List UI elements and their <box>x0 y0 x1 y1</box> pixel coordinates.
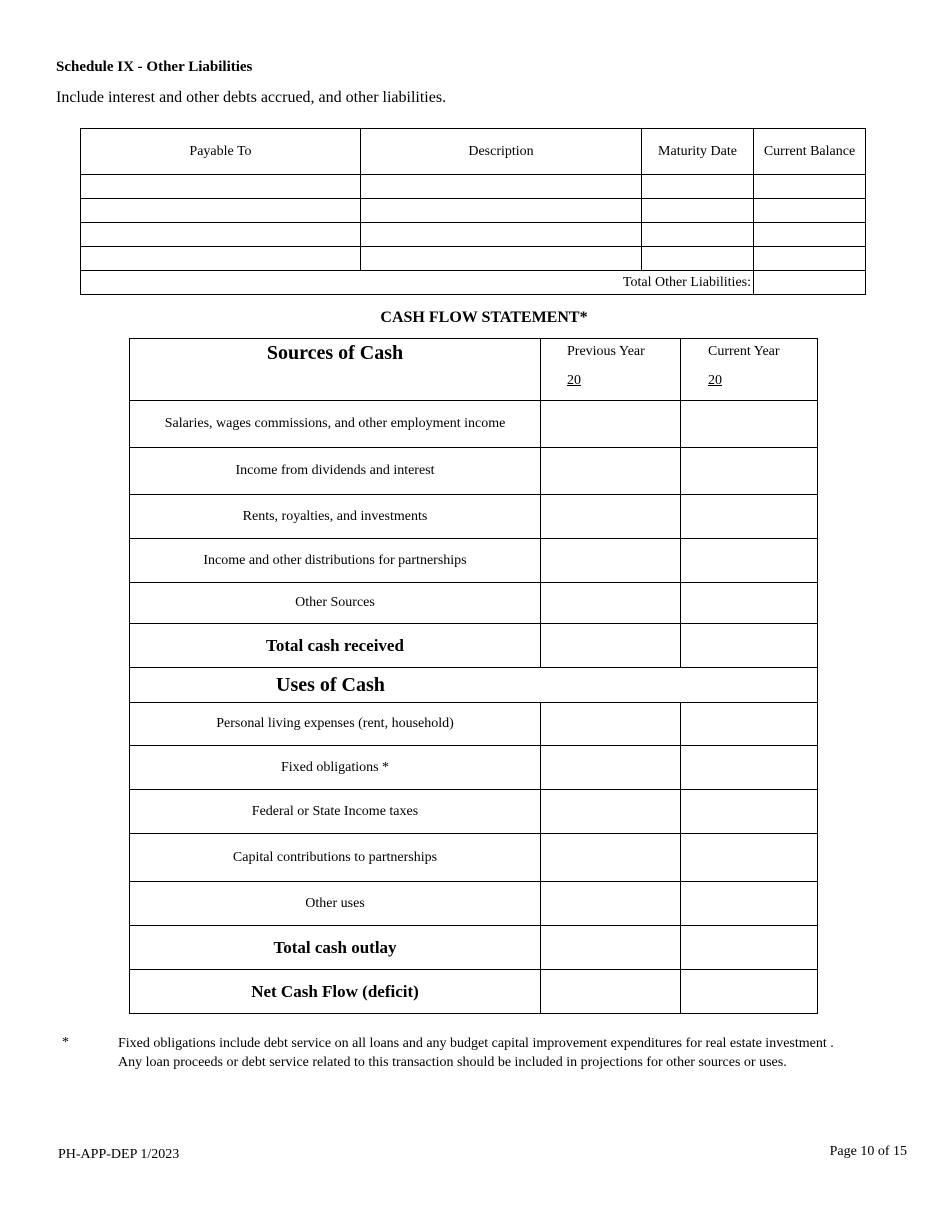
total-other-liabilities-cell[interactable] <box>754 271 866 295</box>
description-cell[interactable] <box>361 247 642 271</box>
previous-year-cell[interactable] <box>541 926 681 970</box>
current-balance-cell[interactable] <box>754 223 866 247</box>
current-year-cell[interactable] <box>681 539 818 583</box>
row-label: Rents, royalties, and investments <box>130 495 541 539</box>
previous-year-cell[interactable] <box>541 882 681 926</box>
previous-year-cell[interactable] <box>541 746 681 790</box>
total-cash-received-label: Total cash received <box>130 624 541 668</box>
form-id: PH-APP-DEP 1/2023 <box>58 1147 180 1162</box>
maturity-date-cell[interactable] <box>642 223 754 247</box>
previous-year-cell[interactable] <box>541 539 681 583</box>
maturity-date-cell[interactable] <box>642 175 754 199</box>
current-year-header <box>681 339 818 401</box>
current-year-cell[interactable] <box>681 790 818 834</box>
maturity-date-cell[interactable] <box>642 199 754 223</box>
table-row <box>81 175 866 199</box>
current-year-cell[interactable] <box>681 495 818 539</box>
column-header-description: Description <box>361 129 642 175</box>
row-label: Income and other distributions for partnerships <box>130 539 541 583</box>
current-year-label: Current Year <box>708 344 780 359</box>
previous-year-cell[interactable] <box>541 583 681 624</box>
previous-year-cell[interactable] <box>541 834 681 882</box>
table-row <box>81 223 866 247</box>
row-label: Fixed obligations * <box>130 746 541 790</box>
previous-year-label: Previous Year <box>567 344 645 359</box>
current-year-cell[interactable] <box>681 448 818 495</box>
table-row <box>130 834 818 882</box>
row-label: Personal living expenses (rent, household) <box>130 703 541 746</box>
previous-year-cell[interactable] <box>541 790 681 834</box>
current-year-cell[interactable] <box>681 624 818 668</box>
current-year-cell[interactable] <box>681 882 818 926</box>
table-row <box>130 790 818 834</box>
total-cash-outlay-label: Total cash outlay <box>130 926 541 970</box>
table-row <box>130 539 818 583</box>
current-year-cell[interactable] <box>681 583 818 624</box>
payable-to-cell[interactable] <box>81 199 361 223</box>
row-label: Federal or State Income taxes <box>130 790 541 834</box>
current-year-cell[interactable] <box>681 970 818 1014</box>
sources-of-cash-heading: Sources of Cash <box>130 339 541 401</box>
cash-flow-title: CASH FLOW STATEMENT* <box>380 309 588 326</box>
cash-flow-table <box>129 338 818 1014</box>
column-header-payable-to: Payable To <box>81 129 361 175</box>
previous-year-cell[interactable] <box>541 495 681 539</box>
row-label: Capital contributions to partnerships <box>130 834 541 882</box>
description-cell[interactable] <box>361 175 642 199</box>
previous-year-field[interactable]: 20 <box>567 373 581 388</box>
current-balance-cell[interactable] <box>754 175 866 199</box>
other-liabilities-table <box>80 128 866 295</box>
sources-header-row <box>130 339 818 401</box>
column-header-maturity-date: Maturity Date <box>642 129 754 175</box>
total-cash-received-row <box>130 624 818 668</box>
current-year-cell[interactable] <box>681 926 818 970</box>
payable-to-cell[interactable] <box>81 175 361 199</box>
table-row <box>130 495 818 539</box>
previous-year-cell[interactable] <box>541 703 681 746</box>
table-row <box>81 199 866 223</box>
table-row <box>130 401 818 448</box>
current-balance-cell[interactable] <box>754 199 866 223</box>
uses-header-row <box>130 668 818 703</box>
net-cash-flow-label: Net Cash Flow (deficit) <box>130 970 541 1014</box>
table-row <box>130 882 818 926</box>
footnote-marker: * <box>62 1035 69 1050</box>
description-cell[interactable] <box>361 199 642 223</box>
current-year-cell[interactable] <box>681 703 818 746</box>
previous-year-cell[interactable] <box>541 448 681 495</box>
column-header-current-balance: Current Balance <box>754 129 866 175</box>
schedule-title: Schedule IX - Other Liabilities <box>56 59 253 75</box>
current-year-cell[interactable] <box>681 834 818 882</box>
total-cash-outlay-row <box>130 926 818 970</box>
table-row <box>130 703 818 746</box>
total-other-liabilities-label: Total Other Liabilities: <box>81 271 754 295</box>
previous-year-header <box>541 339 681 401</box>
current-balance-cell[interactable] <box>754 247 866 271</box>
maturity-date-cell[interactable] <box>642 247 754 271</box>
description-cell[interactable] <box>361 223 642 247</box>
table-row <box>130 583 818 624</box>
row-label: Other Sources <box>130 583 541 624</box>
table-header-row <box>81 129 866 175</box>
current-year-cell[interactable] <box>681 746 818 790</box>
current-year-cell[interactable] <box>681 401 818 448</box>
table-row <box>130 448 818 495</box>
payable-to-cell[interactable] <box>81 223 361 247</box>
page-number: Page 10 of 15 <box>829 1144 907 1159</box>
uses-of-cash-heading: Uses of Cash <box>130 668 818 703</box>
row-label: Income from dividends and interest <box>130 448 541 495</box>
row-label: Other uses <box>130 882 541 926</box>
row-label: Salaries, wages commissions, and other employment income <box>130 401 541 448</box>
schedule-instructions: Include interest and other debts accrued, and other liabilities. <box>56 89 447 106</box>
net-cash-flow-row <box>130 970 818 1014</box>
total-row <box>81 271 866 295</box>
table-row <box>130 746 818 790</box>
previous-year-cell[interactable] <box>541 970 681 1014</box>
footnote-text: Fixed obligations include debt service on all loans and any budget capital improvement expenditures for real estate investment . Any loan proceeds or debt service related to this transaction should be included in projections for other sources or uses. <box>118 1036 834 1070</box>
previous-year-cell[interactable] <box>541 624 681 668</box>
previous-year-cell[interactable] <box>541 401 681 448</box>
payable-to-cell[interactable] <box>81 247 361 271</box>
current-year-field[interactable]: 20 <box>708 373 722 388</box>
table-row <box>81 247 866 271</box>
